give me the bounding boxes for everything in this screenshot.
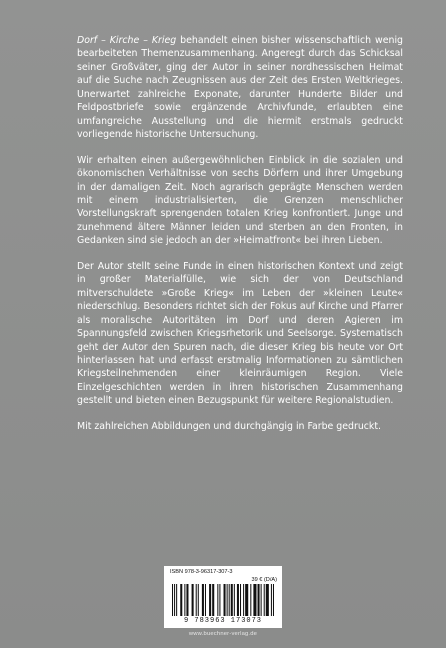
barcode-bar bbox=[205, 584, 206, 616]
book-title: Dorf – Kirche – Krieg bbox=[77, 35, 177, 46]
blurb-paragraph-2: Wir erhalten einen außergewöhnlichen Einblick in die sozialen und ökonomischen Verhältnisse von sechs Dörfern und ihrer Umgebung in der damaligen Zeit. Noch agrarisch geprägte Menschen werden mit einem industrialisierten, die Grenzen menschlicher Vorstellungskraft sprengenden totalen Krieg konfrontiert. Junge und zunehmend ältere Männer leiden und sterben an den Fronten, in Gedanken sind sie jedoch an der »Heimatfront« bei ihren Lieben. bbox=[77, 154, 403, 247]
barcode-bar bbox=[240, 584, 241, 616]
barcode-bar bbox=[243, 584, 244, 616]
barcode-bar bbox=[212, 584, 214, 616]
barcode-bar bbox=[219, 584, 220, 616]
barcode-bar bbox=[176, 584, 177, 616]
isbn-text: ISBN 978-3-96317-307-3 bbox=[170, 569, 233, 575]
barcode-bar bbox=[174, 584, 175, 616]
publisher-url: www.buechner-verlag.de bbox=[188, 631, 258, 637]
barcode-bar bbox=[237, 584, 239, 616]
barcode-bars bbox=[172, 584, 274, 616]
barcode-bar bbox=[196, 584, 197, 616]
barcode-bar bbox=[234, 584, 235, 616]
barcode-bar bbox=[271, 584, 272, 616]
barcode-label bbox=[164, 566, 282, 628]
barcode-bar bbox=[186, 584, 188, 616]
barcode-bar bbox=[224, 584, 226, 616]
blurb-paragraph-4: Mit zahlreichen Abbildungen und durchgängig in Farbe gedruckt. bbox=[77, 420, 382, 432]
barcode-bar bbox=[192, 584, 194, 616]
barcode-bar bbox=[261, 584, 262, 616]
barcode-bar bbox=[198, 584, 199, 616]
blurb-text bbox=[77, 34, 403, 433]
barcode-bar bbox=[172, 584, 173, 616]
blurb-paragraph-1-text: behandelt einen bisher wissenschaftlich wenig bearbeiteten Themenzusammenhang. Angeregt durch das Schicksal seiner Großväter, ging der Autor in seiner nordhessischen Heimat auf die Suche nach Zeugnissen aus der Zeit des Ersten Weltkrieges. Unerwartet zahlreiche Exponate, darunter Hunderte Bilder und Feldpostbriefe sowie ergänzende Archivfunde, erlaubten eine umfangreiche Ausstellung und die hiermit erstmals gedruckt vorliegende historische Untersuchung. bbox=[77, 35, 403, 141]
blurb-paragraph-3: Der Autor stellt seine Funde in einen historischen Kontext und zeigt in großer Materialfülle, wie sich der von Deutschland mitverschuldete »Große Krieg« im Leben der »kleinen Leute« niederschlug. Besonders richtet sich der Fokus auf Kirche und Pfarrer als moralische Autoritäten im Dorf und deren Agieren im Spannungsfeld zwischen Kriegsrhetorik und Seelsorge. Systematisch geht der Autor den Spuren nach, die dieser Krieg bis heute vor Ort hinterlassen hat und erfasst erstmalig Informationen zu sämtlichen Kriegsteilnehmenden einer kleinräumigen Region. Viele Einzelgeschichten werden in ihren historischen Zusammenhang gestellt und bieten einen Bezugspunkt für weitere Regionalstudien. bbox=[77, 260, 403, 407]
price-text: 39 € (D/A) bbox=[251, 577, 277, 583]
barcode-bar bbox=[180, 584, 182, 616]
barcode-bar bbox=[227, 584, 228, 616]
ean-digits: 9 783963 173073 bbox=[183, 617, 262, 625]
barcode-bar bbox=[231, 584, 233, 616]
barcode-bar bbox=[245, 584, 248, 616]
barcode-bar bbox=[184, 584, 185, 616]
barcode-bar bbox=[264, 584, 265, 616]
barcode-bar bbox=[229, 584, 230, 616]
barcode-bar bbox=[217, 584, 218, 616]
barcode-bar bbox=[253, 584, 256, 616]
barcode-bar bbox=[250, 584, 251, 616]
blurb-paragraph-1 bbox=[77, 34, 403, 142]
barcode-bar bbox=[258, 584, 260, 616]
barcode-bar bbox=[266, 584, 269, 616]
barcode-bar bbox=[209, 584, 211, 616]
barcode-bar bbox=[273, 584, 274, 616]
barcode-bar bbox=[202, 584, 204, 616]
